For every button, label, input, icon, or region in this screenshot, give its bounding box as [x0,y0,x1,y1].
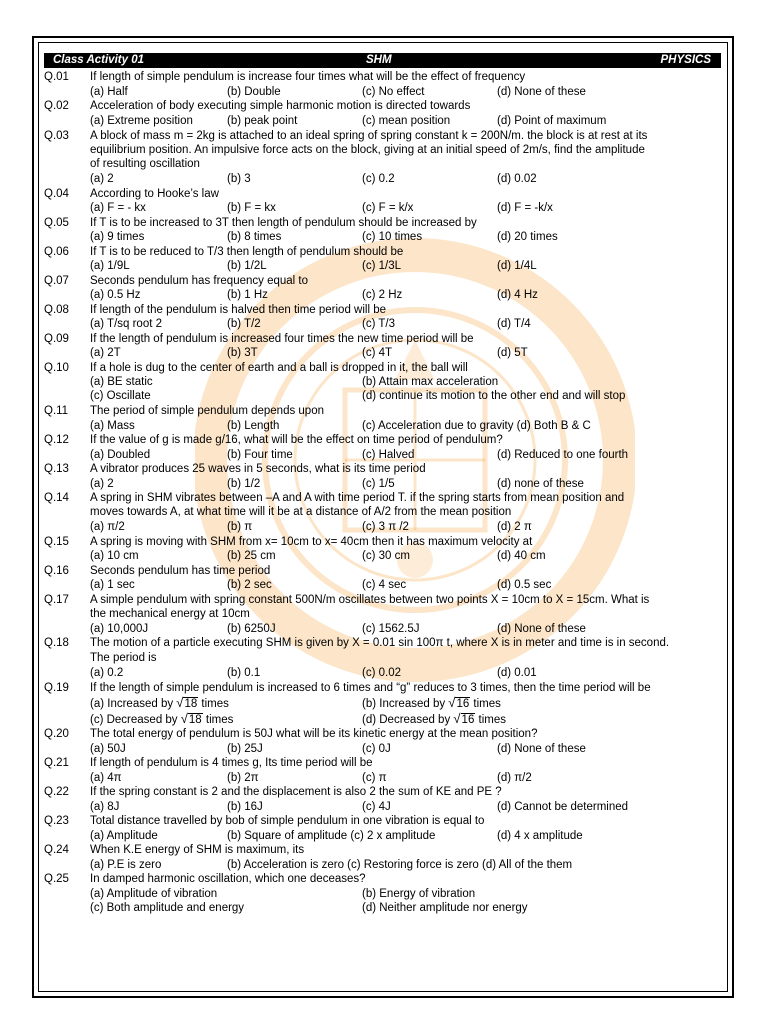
question-text: A spring is moving with SHM from x= 10cm to x= 40cm then it has maximum velocity at [90,536,533,548]
option-c: (c) No effect [362,86,425,98]
option-a: (a) Increased by √18 times [90,695,229,710]
question-number: Q.13 [44,463,69,475]
class-activity-label: Class Activity 01 [53,54,144,66]
option-b: (b) 1 Hz [227,289,268,301]
worksheet-header-bar [44,53,721,68]
question-number: Q.21 [44,757,69,769]
subject-label: PHYSICS [660,54,711,66]
option-b: (b) Energy of vibration [362,888,476,900]
question-number: Q.22 [44,786,69,798]
question-number: Q.03 [44,130,69,142]
question-text: equilibrium position. An impulsive force acts on the block, giving at an initial speed of 2m/s, find the amplitude [90,144,645,156]
option-d: (d) 0.01 [497,667,537,679]
option-c: (c) Decreased by √18 times [90,711,234,726]
question-text: If the spring constant is 2 and the displacement is also 2 the sum of KE and PE ? [90,786,502,798]
option-c: (c) Halved [362,449,415,461]
question-text: Total distance travelled by bob of simple pendulum in one vibration is equal to [90,815,485,827]
question-number: Q.11 [44,405,69,417]
question-text: If T is to be increased to 3T then length of pendulum should be increased by [90,217,477,229]
option-a: (a) 0.5 Hz [90,289,141,301]
option-a: (a) Doubled [90,449,151,461]
question-text: If the length of pendulum is increased four times the new time period will be [90,333,474,345]
question-text: If length of pendulum is 4 times g, Its time period will be [90,757,373,769]
question-number: Q.15 [44,536,69,548]
option-c: (c) 10 times [362,231,423,243]
option-d: (d) None of these [497,86,586,98]
option-c: (c) 4 sec [362,579,407,591]
option-c-and-d: (c) Acceleration due to gravity (d) Both B & C [362,420,591,432]
option-a: (a) Extreme position [90,115,193,127]
question-text: Acceleration of body executing simple harmonic motion is directed towards [90,100,471,112]
question-number: Q.12 [44,434,69,446]
option-c: (c) Both amplitude and energy [90,902,245,914]
question-number: Q.07 [44,275,69,287]
question-text: of resulting oscillation [90,158,200,170]
option-d: (d) π/2 [497,772,532,784]
option-b: (b) 25J [227,743,263,755]
option-c: (c) 0.02 [362,667,401,679]
option-d: (d) T/4 [497,318,531,330]
option-b: (b) peak point [227,115,298,127]
option-b: (b) 6250J [227,623,276,635]
option-d: (d) Cannot be determined [497,801,629,813]
option-b: (b) 1/2L [227,260,267,272]
question-number: Q.14 [44,492,69,504]
option-b: (b) 16J [227,801,263,813]
option-d: (d) Neither amplitude nor energy [362,902,528,914]
question-text: The motion of a particle executing SHM is given by X = 0.01 sin 100π t, where X is in meter and time is in second. [90,637,670,649]
option-b: (b) 1/2 [227,478,261,490]
question-number: Q.06 [44,246,69,258]
option-d: (d) 0.5 sec [497,579,552,591]
option-d: (d) F = -k/x [497,202,553,214]
option-c: (c) Oscillate [90,390,151,402]
option-b: (b) 2π [227,772,259,784]
question-text: According to Hooke’s law [90,188,219,200]
question-text: If T is to be reduced to T/3 then length of pendulum should be [90,246,404,258]
option-b: (b) Attain max acceleration [362,376,499,388]
option-d: (d) Decreased by √16 times [362,711,507,726]
option-c: (c) 30 cm [362,550,410,562]
option-b: (b) Double [227,86,281,98]
option-a: (a) T/sq root 2 [90,318,163,330]
option-b: (b) Increased by √16 times [362,695,501,710]
question-number: Q.18 [44,637,69,649]
option-b: (b) F = kx [227,202,276,214]
topic-label: SHM [366,54,392,66]
question-text: the mechanical energy at 10cm [90,608,250,620]
question-number: Q.19 [44,682,69,694]
option-a: (a) 9 times [90,231,145,243]
question-number: Q.04 [44,188,69,200]
option-b: (b) 3T [227,347,258,359]
option-c: (c) 1562.5J [362,623,420,635]
question-number: Q.25 [44,873,69,885]
option-d: (d) None of these [497,623,586,635]
option-d: (d) none of these [497,478,584,490]
option-c: (c) 1/5 [362,478,395,490]
option-b: (b) 3 [227,173,251,185]
question-text: The period is [90,652,157,664]
question-number: Q.09 [44,333,69,345]
option-d: (d) Point of maximum [497,115,607,127]
question-text: A vibrator produces 25 waves in 5 seconds, what is its time period [90,463,426,475]
option-c: (c) 3 π /2 [362,521,409,533]
question-number: Q.01 [44,71,69,83]
option-a: (a) Half [90,86,128,98]
option-c: (c) 2 Hz [362,289,403,301]
option-d: (d) 40 cm [497,550,546,562]
option-d: (d) 2 π [497,521,532,533]
option-c: (c) 4J [362,801,391,813]
option-c: (c) 0.2 [362,173,395,185]
question-text: If length of the pendulum is halved then time period will be [90,304,386,316]
option-c: (c) F = k/x [362,202,414,214]
option-d: (d) 4 Hz [497,289,538,301]
option-a: (a) 50J [90,743,126,755]
option-d: (d) 1/4L [497,260,537,272]
option-d: (d) None of these [497,743,586,755]
option-b: (b) T/2 [227,318,261,330]
question-number: Q.05 [44,217,69,229]
option-b: (b) 0.1 [227,667,261,679]
option-d: (d) Reduced to one fourth [497,449,629,461]
option-d: (d) 5T [497,347,528,359]
option-a: (a) Mass [90,420,135,432]
option-c: (c) 4T [362,347,393,359]
question-text: A simple pendulum with spring constant 500N/m oscillates between two points X = 10cm to X = 15cm. What is [90,594,650,606]
question-text: If a hole is dug to the center of earth and a ball is dropped in it, the ball will [90,362,468,374]
option-c: (c) T/3 [362,318,396,330]
question-number: Q.16 [44,565,69,577]
option-d: (d) 0.02 [497,173,537,185]
question-text: moves towards A, at what time will it be at a distance of A/2 from the mean position [90,506,512,518]
question-text: Seconds pendulum has frequency equal to [90,275,309,287]
question-text: If length of simple pendulum is increase four times what will be the effect of frequency [90,71,526,83]
question-text: A spring in SHM vibrates between –A and A with time period T. if the spring starts from mean position and [90,492,625,504]
option-a: (a) 1 sec [90,579,135,591]
option-c: (c) mean position [362,115,451,127]
option-b: (b) 25 cm [227,550,276,562]
option-a: (a) Amplitude [90,830,158,842]
option-b-and-c: (b) Square of amplitude (c) 2 x amplitude [227,830,436,842]
square-root-symbol: √ [448,695,456,710]
question-text: In damped harmonic oscillation, which one deceases? [90,873,366,885]
option-a: (a) 10 cm [90,550,139,562]
option-a: (a) 0.2 [90,667,124,679]
option-b: (b) Length [227,420,280,432]
question-text: When K.E energy of SHM is maximum, its [90,844,305,856]
option-a: (a) F = - kx [90,202,146,214]
question-number: Q.17 [44,594,69,606]
question-number: Q.02 [44,100,69,112]
option-b-c-d: (b) Acceleration is zero (c) Restoring force is zero (d) All of the them [227,859,573,871]
option-c: (c) 1/3L [362,260,401,272]
question-number: Q.23 [44,815,69,827]
option-a: (a) 1/9L [90,260,130,272]
square-root-symbol: √ [176,695,184,710]
question-text: Seconds pendulum has time period [90,565,271,577]
question-text: The period of simple pendulum depends upon [90,405,324,417]
option-b: (b) Four time [227,449,293,461]
option-a: (a) 10,000J [90,623,149,635]
option-a: (a) BE static [90,376,153,388]
question-text: The total energy of pendulum is 50J what will be its kinetic energy at the mean position? [90,728,538,740]
option-a: (a) π/2 [90,521,125,533]
option-a: (a) P.E is zero [90,859,162,871]
option-c: (c) 0J [362,743,391,755]
question-text: If the length of simple pendulum is increased to 6 times and “g” reduces to 3 times, then the time period will be [90,682,651,694]
option-d: (d) 20 times [497,231,558,243]
question-text: A block of mass m = 2kg is attached to an ideal spring of spring constant k = 200N/m. the block is at rest at its [90,130,648,142]
option-a: (a) Amplitude of vibration [90,888,218,900]
question-text: If the value of g is made g/16, what will be the effect on time period of pendulum? [90,434,503,446]
option-b: (b) 8 times [227,231,282,243]
option-a: (a) 8J [90,801,120,813]
option-c: (c) π [362,772,387,784]
option-a: (a) 2 [90,478,114,490]
option-d: (d) 4 x amplitude [497,830,583,842]
question-number: Q.20 [44,728,69,740]
square-root-symbol: √ [453,711,461,726]
option-a: (a) 2 [90,173,114,185]
option-d: (d) continue its motion to the other end and will stop [362,390,626,402]
question-number: Q.08 [44,304,69,316]
option-b: (b) 2 sec [227,579,272,591]
square-root-symbol: √ [180,711,188,726]
option-a: (a) 4π [90,772,122,784]
option-b: (b) π [227,521,253,533]
question-number: Q.24 [44,844,69,856]
option-a: (a) 2T [90,347,121,359]
question-number: Q.10 [44,362,69,374]
